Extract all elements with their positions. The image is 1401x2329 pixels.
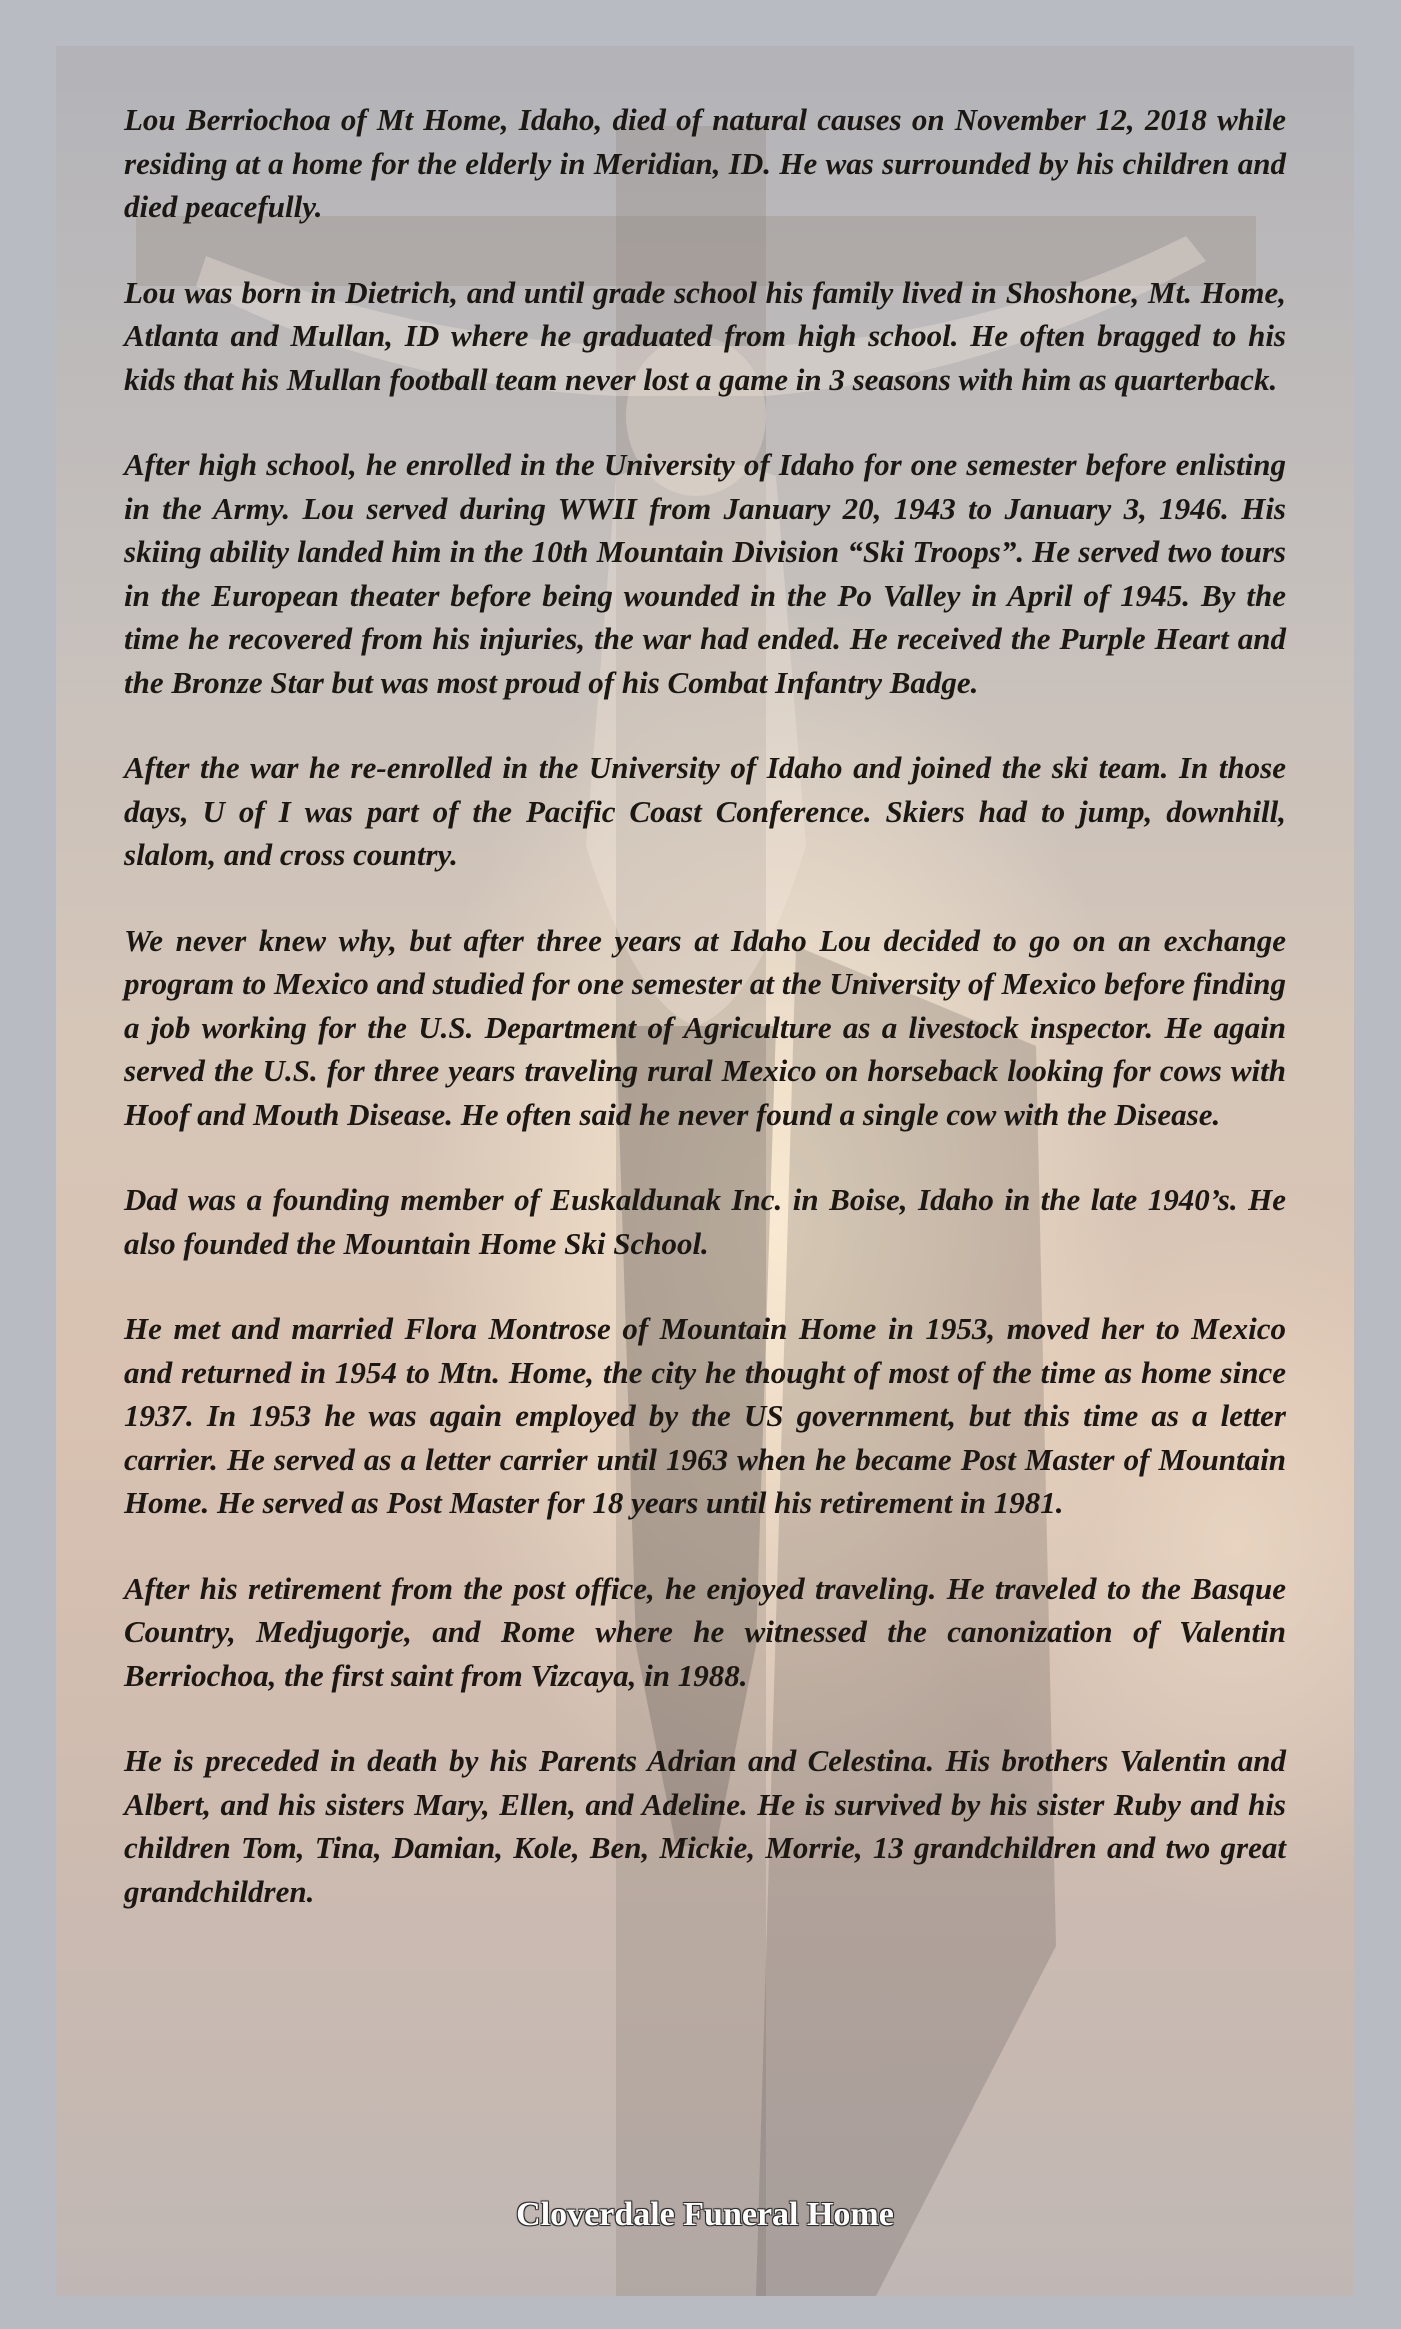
- obituary-text: [124, 98, 1286, 1955]
- paragraph: Lou Berriochoa of Mt Home, Idaho, died of natural causes on November 12, 2018 while residing at a home for the elderly in Meridian, ID. He was surrounded by his children and died peacefully.: [124, 102, 1286, 224]
- funeral-home-name: Cloverdale Funeral Home: [516, 2196, 894, 2233]
- paragraph: He is preceded in death by his Parents Adrian and Celestina. His brothers Valentin and Albert, and his sisters Mary, Ellen, and Adeline. He is survived by his sister Ruby and his children Tom, Tina, Damian, Kole, Ben, Mickie, Morrie, 13 grandchildren and two great grandchildren.: [124, 1743, 1286, 1909]
- paragraph: After the war he re-enrolled in the University of Idaho and joined the ski team. In those days, U of I was part of the Pacific Coast Conference. Skiers had to jump, downhill, slalom, and cross country.: [124, 750, 1286, 872]
- paragraph: He met and married Flora Montrose of Mountain Home in 1953, moved her to Mexico and returned in 1954 to Mtn. Home, the city he thought of most of the time as home since 1937. In 1953 he was again employed by the US government, but this time as a letter carrier. He served as a letter carrier until 1963 when he became Post Master of Mountain Home. He served as Post Master for 18 years until his retirement in 1981.: [124, 1311, 1286, 1520]
- paragraph: After his retirement from the post office, he enjoyed traveling. He traveled to the Basque Country, Medjugorje, and Rome where he witnessed the canonization of Valentin Berriochoa, the first saint from Vizcaya, in 1988.: [124, 1570, 1286, 1693]
- paragraph: Lou was born in Dietrich, and until grade school his family lived in Shoshone, Mt. Home, Atlanta and Mullan, ID where he graduated from high school. He often bragged to his kids that his Mullan football team never lost a game in 3 seasons with him as quarterback.: [124, 274, 1286, 397]
- paragraph: Dad was a founding member of Euskaldunak Inc. in Boise, Idaho in the late 1940’s. He also founded the Mountain Home Ski School.: [124, 1182, 1286, 1261]
- paragraph: We never knew why, but after three years at Idaho Lou decided to go on an exchange program to Mexico and studied for one semester at the University of Mexico before finding a job working for the U.S. Department of Agriculture as a livestock inspector. He again served the U.S. for three years traveling rural Mexico on horseback looking for cows with Hoof and Mouth Disease. He often said he never found a single cow with the Disease.: [124, 922, 1286, 1132]
- paragraph: After high school, he enrolled in the University of Idaho for one semester before enlisting in the Army. Lou served during WWII from January 20, 1943 to January 3, 1946. His skiing ability landed him in the 10th Mountain Division “Ski Troops”. He served two tours in the European theater before being wounded in the Po Valley in April of 1945. By the time he recovered from his injuries, the war had ended. He received the Purple Heart and the Bronze Star but was most proud of his Combat Infantry Badge.: [124, 447, 1286, 700]
- memorial-card: [56, 46, 1354, 2296]
